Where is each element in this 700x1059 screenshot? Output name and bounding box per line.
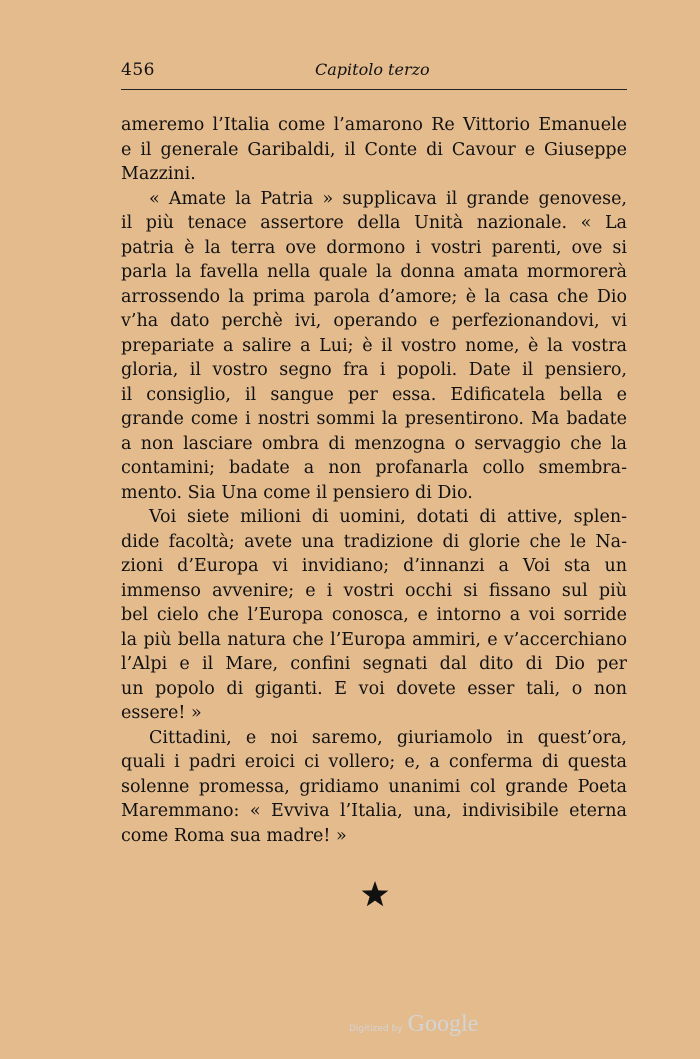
text-line: ameremo l’Italia come l’amarono Re Vittorio Emanuele [121, 115, 627, 135]
text-line: arrossendo la prima parola d’amore; è la casa che Dio [121, 286, 627, 307]
text-line: immenso avvenire; e i vostri occhi si fissano sul più [121, 580, 627, 601]
text-line: la più bella natura che l’Europa ammiri, e v’accerchiano [121, 629, 627, 650]
text-line: e il generale Garibaldi, il Conte di Cavour e Giuseppe [121, 139, 627, 160]
running-title: Capitolo terzo [315, 60, 430, 79]
text-line: un popolo di giganti. E voi dovete esser tali, o non [121, 678, 627, 699]
text-line: solenne promessa, gridiamo unanimi col grande Poeta [121, 776, 627, 797]
digitized-watermark [349, 1011, 478, 1038]
star-icon [361, 880, 389, 908]
text-line: gloria, il vostro segno fra i popoli. Date il pensiero, [121, 360, 627, 380]
text-line: « Amate la Patria » supplicava il grande genovese, [149, 188, 627, 209]
text-line: prepariate a salire a Lui; è il vostro nome, è la vostra [121, 335, 627, 356]
header-divider [121, 89, 627, 90]
text-line: mento. Sia Una come il pensiero di Dio. [121, 482, 473, 503]
text-line: contamini; badate a non profanarla collo smembra- [121, 458, 627, 478]
text-line: essere! » [121, 703, 202, 723]
text-line: Voi siete milioni di uomini, dotati di attive, splen- [149, 507, 627, 527]
text-line: parla la favella nella quale la donna amata mormorerà [121, 262, 627, 282]
google-logo: Google [407, 1011, 479, 1037]
text-line: Cittadini, e noi saremo, giuriamolo in quest’ora, [149, 727, 627, 748]
digitized-by-text: Digitized by [349, 1024, 403, 1034]
text-line: v’ha dato perchè ivi, operando e perfezionandovi, vi [121, 311, 627, 331]
body-text [121, 113, 627, 848]
page-number: 456 [121, 60, 155, 80]
text-line: Maremmano: « Evviva l’Italia, una, indivisibile eterna [121, 801, 627, 821]
text-line: quali i padri eroici ci vollero; e, a conferma di questa [121, 752, 627, 772]
text-line: dide facoltà; avete una tradizione di glorie che le Na- [121, 531, 627, 552]
text-line: il consiglio, il sangue per essa. Edificatela bella e [121, 384, 627, 405]
text-line: zioni d’Europa vi invidiano; d’innanzi a Voi sta un [121, 556, 627, 576]
text-line: bel cielo che l’Europa conosca, e intorno a voi sorride [121, 605, 627, 625]
text-line: il più tenace assertore della Unità nazionale. « La [121, 213, 627, 233]
text-line: l’Alpi e il Mare, confini segnati dal dito di Dio per [121, 654, 627, 674]
text-line: a non lasciare ombra di menzogna o servaggio che la [121, 433, 627, 454]
text-line: Mazzini. [121, 164, 196, 184]
text-line: come Roma sua madre! » [121, 825, 347, 846]
text-line: grande come i nostri sommi la presentirono. Ma badate [121, 409, 627, 429]
text-line: patria è la terra ove dormono i vostri parenti, ove si [121, 237, 627, 258]
